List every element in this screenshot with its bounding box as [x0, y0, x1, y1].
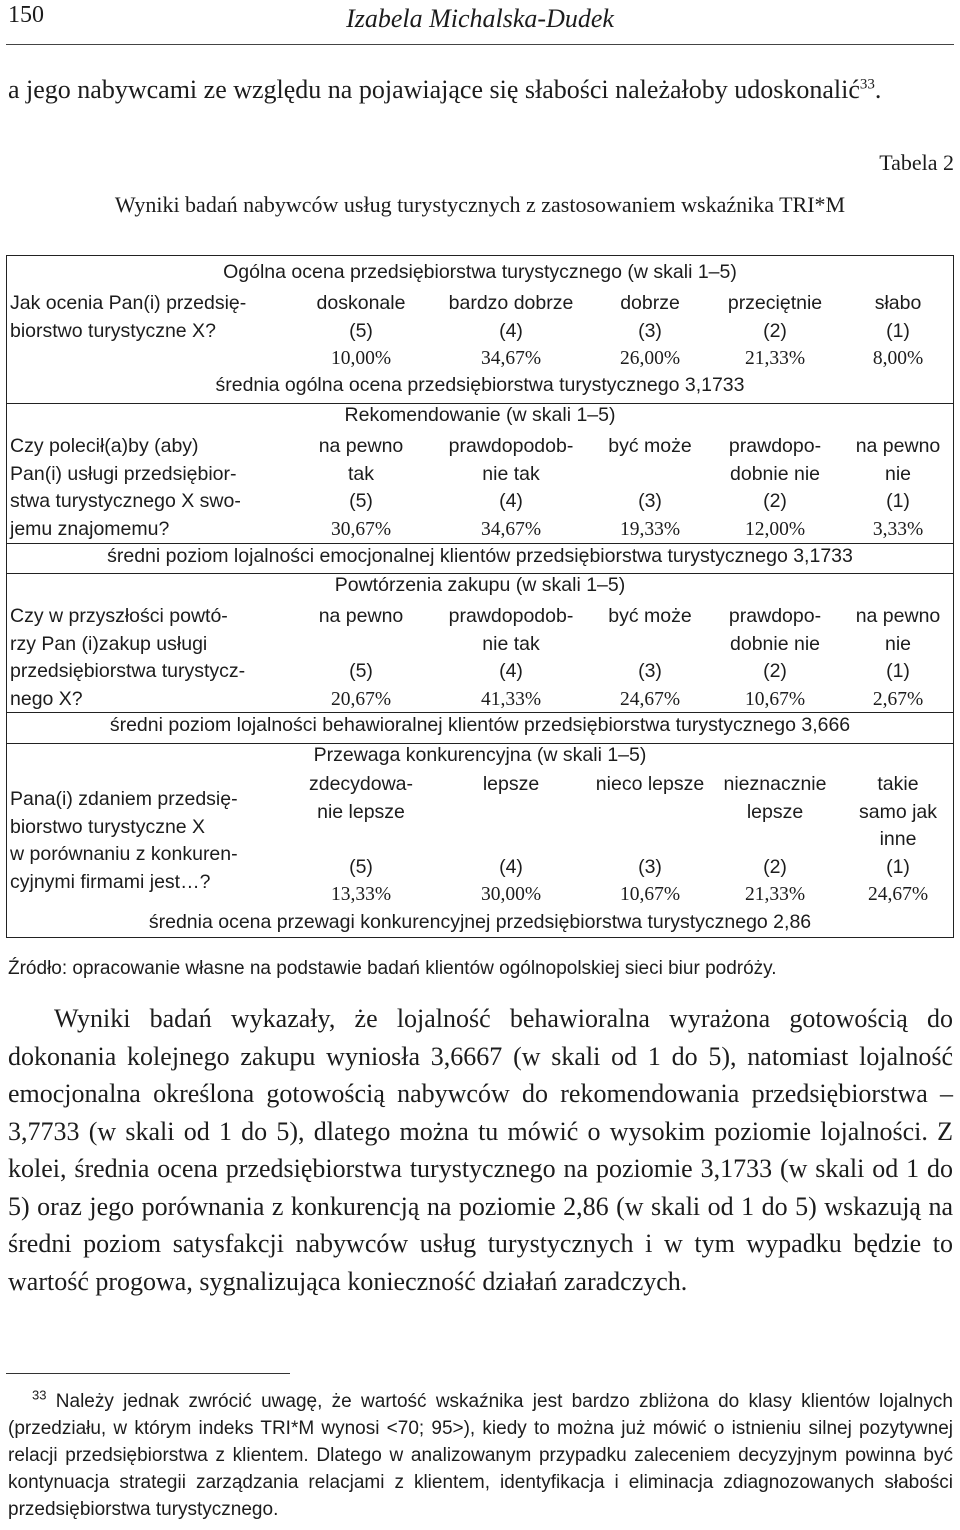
option-cell [297, 771, 425, 909]
footnote-rule [6, 1373, 290, 1374]
option-cell [842, 603, 954, 713]
option-scale: (2) [763, 319, 787, 342]
option-cell [595, 771, 705, 909]
option-cell [431, 603, 591, 713]
option-cell [297, 290, 425, 373]
option-value: 19,33% [619, 518, 681, 540]
section-question: Czy polecił(a)by (aby) Pan(i) usługi przedsiębior- stwa turystycznego X swo- jemu znajomemu? [10, 435, 241, 540]
option-value: 34,67% [480, 348, 542, 369]
option-scale: (3) [638, 660, 662, 682]
footnote-text: Należy jednak zwrócić uwagę, że wartość wskaźnika jest bardzo zbliżona do klasy klientów lojalnych (przedziału, w którym indeks TRI*M wynosi <70; 95>), kiedy to można już mówić o istnieniu silnej pozytywnej relacji przedsiębiorstwa z klientem. Dlatego w analizowanym przypadku zaleceniem decyzyjnym powinna być kontynuacja strategii zarządzania relacjami z klientem, identyfikacja i eliminacja zdiagnozowanych słabości przedsiębiorstwa turystycznego. [8, 1391, 953, 1520]
section-summary: średni poziom lojalności behawioralnej klientów przedsiębiorstwa turystycznego 3,666 [109, 714, 851, 736]
option-label: nie [884, 462, 912, 485]
option-label: słabo [874, 292, 922, 314]
option-value: 24,67% [619, 688, 681, 710]
option-scale: (3) [638, 319, 662, 342]
table-label: Tabela 2 [879, 150, 954, 175]
option-scale: (4) [499, 855, 523, 878]
option-cell [710, 771, 840, 909]
option-value: 20,67% [330, 688, 392, 710]
option-scale: (2) [763, 490, 787, 512]
option-label: tak [347, 462, 374, 485]
option-label: dobrze [620, 292, 680, 314]
option-label: inne [879, 828, 917, 850]
option-label: prawdopodob- [448, 605, 574, 627]
option-cell [431, 433, 591, 543]
option-cell [842, 290, 954, 373]
source-note: Źródło: opracowanie własne na podstawie badań klientów ogólnopolskiej sieci biur podróży. [8, 958, 777, 979]
section-summary: średni poziom lojalności emocjonalnej klientów przedsiębiorstwa turystycznego 3,1733 [107, 545, 853, 567]
option-scale: (4) [499, 490, 523, 512]
option-label: na pewno [855, 605, 941, 627]
running-head: Izabela Michalska-Dudek [346, 4, 614, 33]
option-label: dobnie nie [730, 462, 820, 485]
option-scale: (1) [886, 490, 910, 512]
footnote-number: 33 [32, 1387, 47, 1403]
option-label: prawdopo- [728, 435, 822, 457]
option-scale: (5) [349, 490, 373, 512]
option-label: przeciętnie [727, 292, 823, 314]
option-value: 3,33% [872, 518, 924, 540]
option-scale: (3) [638, 855, 662, 878]
intro-paragraph [8, 72, 953, 108]
option-cell [297, 433, 425, 543]
option-cell [710, 433, 840, 543]
option-cell [710, 290, 840, 373]
option-label: lepsze [746, 800, 804, 823]
option-value: 2,67% [872, 688, 924, 710]
option-cell [842, 433, 954, 543]
body-paragraph: Wyniki badań wykazały, że lojalność behawioralna wyrażona gotowością do dokonania kolejnego zakupu wyniosła 3,6667 (w skali od 1 do 5), natomiast lojalność emocjonalna określona gotowością nabywców do rekomendowania przedsiębiorstwa – 3,7733 (w skali od 1 do 5), dlatego można tu mówić o wysokim poziomie lojalności. Z kolei, średnia ocena przedsiębiorstwa turystycznego na poziomie 3,1733 (w skali od 1 do 5) oraz jego porównania z konkurencją na poziomie 2,86 (w skali od 1 do 5) wskazują na średni poziom satysfakcji nabywców usług turystycznych i w tym wypadku będzie to wartość progowa, sygnalizująca konieczność działań zaradczych. [8, 1004, 953, 1296]
option-label: być może [608, 435, 692, 457]
section-summary: średnia ocena przewagi konkurencyjnej przedsiębiorstwa turystycznego 2,86 [148, 911, 812, 933]
section-question: Czy w przyszłości powtó- rzy Pan (i)zakup usługi przedsiębiorstwa turystycz- nego X? [10, 605, 246, 710]
option-value: 34,67% [480, 518, 542, 540]
option-cell [710, 603, 840, 713]
page-number: 150 [8, 2, 44, 28]
option-cell [595, 433, 705, 543]
option-value: 30,00% [480, 884, 542, 905]
section-heading: Przewaga konkurencyjna (w skali 1–5) [313, 744, 647, 766]
option-label: nie lepsze [317, 800, 405, 823]
option-label: prawdopo- [728, 605, 822, 627]
section-heading: Rekomendowanie (w skali 1–5) [344, 404, 616, 426]
option-scale: (4) [499, 660, 523, 682]
option-scale: (5) [349, 855, 373, 878]
footnote [8, 1388, 953, 1523]
option-cell [431, 771, 591, 909]
option-value: 10,00% [330, 348, 392, 369]
option-value: 21,33% [744, 348, 806, 369]
option-cell [595, 290, 705, 373]
option-label: na pewno [318, 605, 404, 627]
option-scale: (2) [763, 660, 787, 682]
table-caption: Wyniki badań nabywców usług turystycznych z zastosowaniem wskaźnika TRI*M [114, 192, 846, 217]
option-scale: (3) [638, 490, 662, 512]
option-value: 10,67% [619, 884, 681, 905]
option-scale: (2) [763, 855, 787, 878]
option-value: 21,33% [744, 884, 806, 905]
option-cell [297, 603, 425, 713]
option-label: dobnie nie [730, 632, 820, 655]
option-value: 13,33% [330, 884, 392, 905]
section-summary: średnia ogólna ocena przedsiębiorstwa turystycznego 3,1733 [215, 374, 745, 396]
option-label: zdecydowa- [308, 773, 414, 795]
option-label: doskonale [316, 292, 406, 314]
option-scale: (4) [499, 319, 523, 342]
option-label: nieco lepsze [595, 773, 705, 795]
option-label: na pewno [855, 435, 941, 457]
option-scale: (1) [886, 855, 910, 878]
option-value: 8,00% [872, 348, 924, 369]
option-value: 12,00% [744, 518, 806, 540]
option-value: 10,67% [744, 688, 806, 710]
footnote-ref: 33 [859, 76, 875, 93]
option-scale: (1) [886, 319, 910, 342]
row-divider [7, 712, 953, 713]
option-scale: (5) [349, 660, 373, 682]
option-cell [431, 290, 591, 373]
intro-text: a jego nabywcami ze względu na pojawiające się słabości należałoby udoskonalić [8, 75, 860, 104]
intro-tail: . [874, 75, 882, 104]
option-label: nie [884, 632, 912, 655]
header-rule [6, 44, 954, 45]
option-label: nie tak [482, 462, 540, 485]
option-value: 41,33% [480, 688, 542, 710]
option-scale: (1) [886, 660, 910, 682]
option-value: 24,67% [867, 884, 929, 905]
option-cell [595, 603, 705, 713]
option-label: być może [608, 605, 692, 627]
option-scale: (5) [349, 319, 373, 342]
row-divider [7, 543, 953, 544]
option-label: prawdopodob- [448, 435, 574, 457]
option-label: lepsze [482, 773, 540, 795]
option-label: nie tak [482, 632, 540, 655]
option-label: samo jak [858, 800, 938, 823]
section-question: Pana(i) zdaniem przedsię- biorstwo turystyczne X w porównaniu z konkuren- cyjnymi firmami jest…? [10, 788, 238, 893]
survey-table [6, 255, 954, 938]
section-heading: Powtórzenia zakupu (w skali 1–5) [334, 574, 626, 596]
option-cell [842, 771, 954, 909]
option-label: nieznacznie [723, 773, 827, 795]
option-label: bardzo dobrze [448, 292, 574, 314]
option-label: na pewno [318, 435, 404, 457]
option-value: 30,67% [330, 518, 392, 540]
section-question: Jak ocenia Pan(i) przedsię- biorstwo turystyczne X? [10, 292, 247, 342]
section-heading: Ogólna ocena przedsiębiorstwa turystycznego (w skali 1–5) [223, 261, 737, 283]
option-label: takie [877, 773, 919, 795]
option-value: 26,00% [619, 348, 681, 369]
